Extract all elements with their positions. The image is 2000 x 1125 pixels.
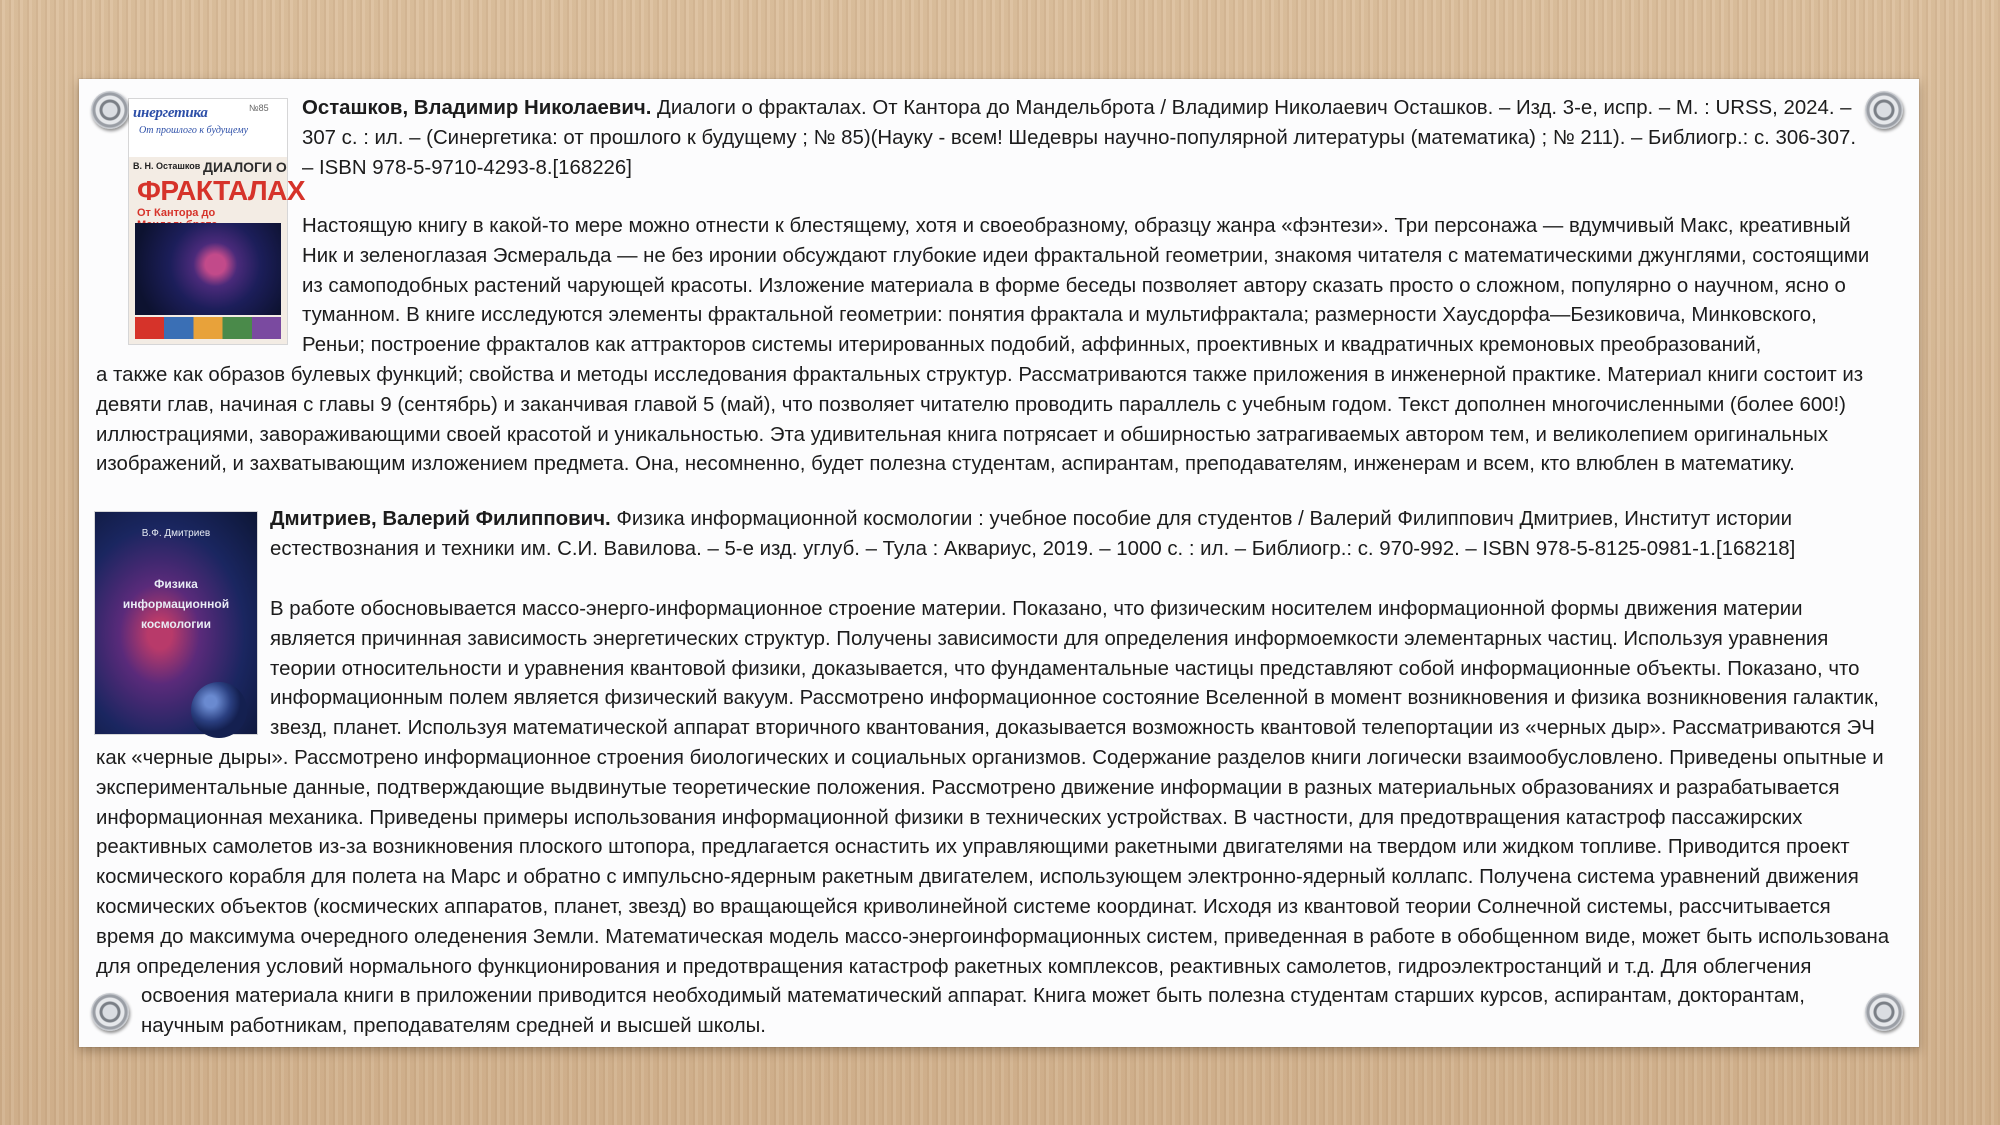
annotation-line: информационным полем является физический вакуум. Рассмотрено информационное состояние Вселенной в момент возникновения и физика возникновения галактик,: [270, 687, 1879, 710]
annotation-line: экспериментальные данные, подтверждающие выдвинутые теоретические положения. Рассмотрено движение информации в разных материальных образованиях и разрабатывается: [96, 776, 1840, 799]
annotation-line: реактивных самолетов из-за возникновения плоского штопора, предлагается оснастить их управляющими ракетными двигателями на твердом или жидком топливе. Приводится проект: [96, 836, 1850, 859]
cover-title-line3: космологии: [141, 617, 211, 631]
citation-line: [302, 94, 1856, 124]
annotation-line: для определения условий нормального функционирования и предотвращения катастроф ракетных комплексов, реактивных самолетов, гидроэлектростанций и т.д. Для облегчения: [96, 955, 1812, 978]
cover-title: [95, 574, 257, 634]
annotation-line: космического корабля для полета на Марс и обратно с импульсно-ядерным ракетным двигателем, использующем электронно-ядерный коллапс. Получена система уравнений движения: [96, 866, 1859, 889]
annotation-line: изображений, и захватывающим изложением предмета. Она, несомненно, будет полезна студентам, аспирантам, преподавателям, инженерам и всем, кто влюблен в математику.: [96, 453, 1795, 476]
entry-cosmology-annotation-cont: [96, 744, 1889, 982]
citation-line: естествознания и техники им. С.И. Вавилова. – 5-е изд. углуб. – Тула : Аквариус, 2019. – 1000 с. : ил. – Библиогр.: с. 970-992. – ISBN 978-5-8125-0981-1.[168218]: [270, 537, 1796, 560]
annotation-line: звезд, планет. Используя математической аппарат вторичного квантования, доказывается возможность квантовой телепортации из «черных дыр». Рассматриваются ЭЧ: [270, 717, 1875, 740]
citation-author: Дмитриев, Валерий Филиппович.: [270, 508, 611, 530]
annotation-line: Ник и зеленоглазая Эсмеральда — не без иронии обсуждают глубокие идеи фрактальной геометрии, знакомя читателя с математическими джунглями, состоящими: [302, 244, 1870, 267]
entry-cosmology-citation: [270, 505, 1795, 565]
cover-series-number: №85: [249, 103, 269, 113]
citation-line: 307 с. : ил. – (Синергетика: от прошлого к будущему ; № 85)(Науку - всем! Шедевры научно-популярной литературы (математика) ; № 211). – Библиогр.: с. 306-307.: [302, 126, 1856, 149]
annotation-line: а также как образов булевых функций; свойства и методы исследования фрактальных структур. Рассматриваются также приложения в инженерной практике. Материал книги состоит из: [96, 364, 1864, 386]
cover-title-line2: ФРАКТАЛАХ: [137, 175, 306, 206]
cover-author: В.Ф. Дмитриев: [141, 528, 211, 539]
annotation-line: как «черные дыры». Рассмотрено информационное строения биологических и социальных организмов. Содержание разделов книги логически взаимообусловлено. Приведены опытные и: [96, 747, 1884, 769]
citation-text: Физика информационной космологии : учебное пособие для студентов / Валерий Филиппович Дмитриев, Институт истории: [610, 508, 1793, 530]
annotation-line: время до максимума очередного оледенения Земли. Математическая модель массо-энергоинформационных систем, приведенная в работе в обобщенном виде, может быть использована: [96, 925, 1890, 948]
entry-cosmology-annotation-end: [141, 982, 1805, 1042]
book-cover-fractals: [129, 99, 306, 344]
annotation-line: иллюстрациями, завораживающими своей красотой и уникальностью. Эта удивительная книга потрясает и обширностью затрагиваемых автором тем, и великолепием оригинальных: [96, 423, 1829, 446]
entry-fractals-citation: [302, 94, 1856, 183]
annotation-line: информационная механика. Приведены примеры использования информационной физики в технических устройствах. В частности, для предотвращения катастроф пассажирских: [96, 806, 1803, 829]
cover-series: инергетика: [133, 105, 208, 121]
entry-cosmology-annotation: [270, 595, 1879, 744]
cover-title-line2: информационной: [122, 597, 230, 611]
cover-planet: [191, 682, 247, 738]
annotation-line: девяти глав, начиная с главы 9 (сентябрь) и заканчивая главой 5 (май), что позволяет читателю проводить параллель с учебным годом. Текст дополнен многочисленными (более 600!): [96, 393, 1846, 416]
cover-author: В. Н. Осташков: [133, 161, 201, 171]
annotation-line: теории относительности и уравнения квантовой физики, доказывается, что фундаментальные частицы представляют собой информационные объекты. Показано, что: [270, 657, 1860, 680]
grommet-bottom-left: [91, 993, 129, 1031]
citation-text: Диалоги о фракталах. От Кантора до Мандельброта / Владимир Николаевич Осташков. – Изд. 3-е, испр. – М. : URSS, 2024. –: [651, 97, 1852, 119]
grommet-top-right: [1865, 91, 1903, 129]
annotation-line: космических объектов (космических аппаратов, планет, звезд) во вращающейся криволинейной системе координат. Исходя из квантовой теории Солнечной системы, рассчитывается: [96, 895, 1831, 918]
grommet-top-left: [91, 91, 129, 129]
grommet-bottom-right: [1865, 993, 1903, 1031]
entry-fractals-annotation-cont: [96, 361, 1863, 480]
annotation-line: из самоподобных растений чарующей красоты. Изложение материала в форме беседы позволяет автору сказать просто о сложном, популярно о научном, ясно о: [302, 274, 1846, 297]
citation-author: Осташков, Владимир Николаевич.: [302, 97, 652, 119]
document-card: [79, 79, 1919, 1047]
annotation-line: Настоящую книгу в какой-то мере можно отнести к блестящему, хотя и своеобразному, образцу жанра «фэнтези». Три персонажа — вдумчивый Макс, креативный: [302, 215, 1851, 237]
cover-fractal-art: [135, 223, 281, 315]
annotation-line: В работе обосновывается массо-энерго-информационное строение материи. Показано, что физическим носителем информационной формы движения материи: [270, 598, 1803, 620]
annotation-line: Реньи; построение фракталов как аттракторов системы итерированных подобий, аффинных, проективных и квадратичных кремоновых преобразований,: [302, 334, 1762, 357]
cover-title-line3: От Кантора до: [137, 207, 216, 219]
cover-title-line1: Физика: [154, 577, 198, 591]
annotation-line: туманном. В книге исследуются элементы фрактальной геометрии: понятия фрактала и мультифрактала; размерности Хаусдорфа—Безиковича, Минковского,: [302, 304, 1817, 327]
annotation-line: научным работникам, преподавателям средней и высшей школы.: [141, 1014, 766, 1037]
entry-fractals-annotation: [302, 212, 1869, 361]
cover-series-sub: От прошлого к будущему: [139, 125, 249, 136]
annotation-line: является причинная зависимость энергетических структур. Получены зависимости для определения информоемкости элементарных частиц. Используя уравнения: [270, 627, 1829, 650]
annotation-line: освоения материала книги в приложении приводится необходимый математический аппарат. Книга может быть полезна студентам старших курсов, аспирантам, докторантам,: [141, 985, 1805, 1007]
book-cover-cosmology: [95, 512, 257, 734]
cover-bottom-strip: [135, 317, 281, 339]
citation-line: – ISBN 978-5-9710-4293-8.[168226]: [302, 156, 632, 179]
citation-line: [270, 505, 1795, 535]
cover-title-line1: ДИАЛОГИ О: [203, 159, 287, 175]
